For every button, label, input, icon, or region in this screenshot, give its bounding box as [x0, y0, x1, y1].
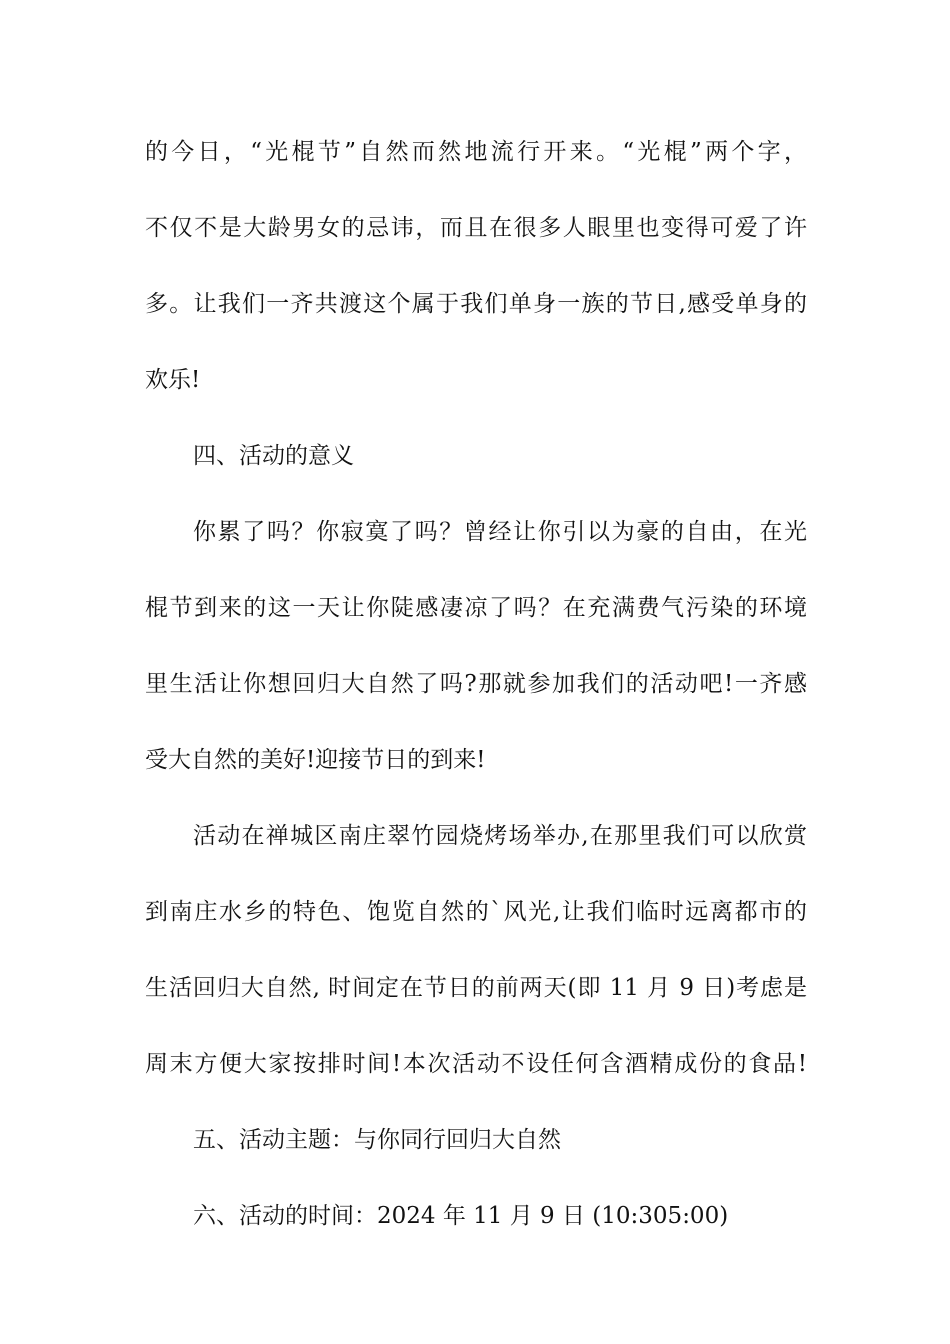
section-heading-significance: 四、活动的意义 [193, 443, 354, 469]
document-body [145, 128, 807, 1268]
paragraph-line: 你累了吗？你寂寞了吗？曾经让你引以为豪的自由，在光 [193, 519, 807, 545]
paragraph-line: 受大自然的美好!迎接节日的到来! [145, 747, 486, 773]
section-heading-time: 六、活动的时间：2024 年 11 月 9 日 (10:305:00) [193, 1203, 729, 1229]
paragraph-line: 到南庄水乡的特色、饱览自然的`风光,让我们临时远离都市的 [145, 899, 807, 925]
paragraph-line: 生活回归大自然, 时间定在节日的前两天(即 11 月 9 日)考虑是 [145, 975, 807, 1001]
paragraph-line: 活动在禅城区南庄翠竹园烧烤场举办,在那里我们可以欣赏 [193, 823, 807, 849]
section-heading-theme: 五、活动主题：与你同行回归大自然 [193, 1127, 561, 1153]
paragraph-line: 多。让我们一齐共渡这个属于我们单身一族的节日,感受单身的 [145, 291, 807, 317]
paragraph-line: 不仅不是大龄男女的忌讳，而且在很多人眼里也变得可爱了许 [145, 215, 807, 241]
paragraph-line: 周末方便大家按排时间!本次活动不设任何含酒精成份的食品! [145, 1051, 807, 1077]
paragraph-line: 棍节到来的这一天让你陡感凄凉了吗？在充满费气污染的环境 [145, 595, 807, 621]
paragraph-line: 的今日，“光棍节”自然而然地流行开来。“光棍”两个字， [145, 139, 807, 165]
paragraph-line: 欢乐! [145, 367, 201, 393]
paragraph-line: 里生活让你想回归大自然了吗?那就参加我们的活动吧!一齐感 [145, 671, 807, 697]
